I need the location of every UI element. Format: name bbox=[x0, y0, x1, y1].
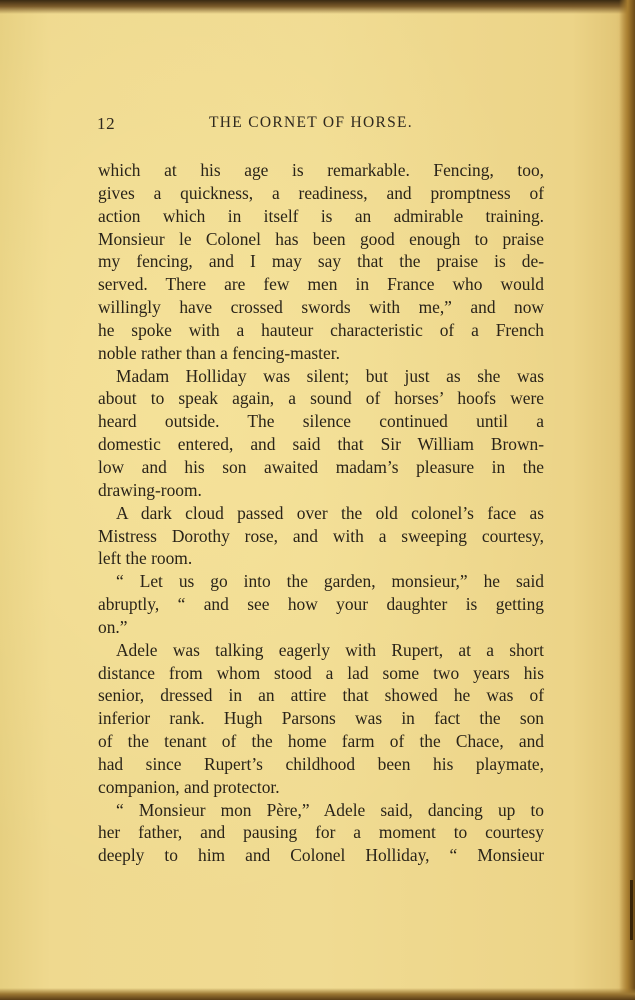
text-line: low and his son awaited madam’s pleasure in the bbox=[98, 456, 544, 477]
text-line: Madam Holliday was silent; but just as she was bbox=[116, 365, 544, 386]
text-line: abruptly, “ and see how your daughter is getting bbox=[98, 594, 544, 615]
text-line: about to speak again, a sound of horses’ hoofs were bbox=[98, 388, 544, 409]
text-line: domestic entered, and said that Sir William Brown- bbox=[98, 434, 544, 455]
text-line: “ Monsieur mon Père,” Adele said, dancing up to bbox=[116, 799, 544, 820]
text-line: Adele was talking eagerly with Rupert, at a short bbox=[116, 639, 544, 660]
running-title: THE CORNET OF HORSE. bbox=[209, 114, 413, 131]
text-line: left the room. bbox=[98, 548, 193, 569]
page-top-edge bbox=[0, 0, 635, 14]
text-line: Mistress Dorothy rose, and with a sweeping courtesy, bbox=[98, 525, 544, 546]
page-right-edge bbox=[619, 0, 635, 1000]
text-line: had since Rupert’s childhood been his playmate, bbox=[98, 753, 544, 774]
page-bottom-edge bbox=[0, 988, 635, 1000]
text-line: on.” bbox=[98, 616, 128, 637]
page-number: 12 bbox=[97, 114, 116, 133]
text-line: noble rather than a fencing-master. bbox=[98, 342, 340, 363]
text-line: of the tenant of the home farm of the Chace, and bbox=[98, 731, 544, 752]
text-line: action which in itself is an admirable training. bbox=[98, 205, 544, 226]
text-line: he spoke with a hauteur characteristic of a French bbox=[98, 319, 544, 340]
text-line: heard outside. The silence continued until a bbox=[98, 411, 544, 432]
text-line: senior, dressed in an attire that showed he was of bbox=[98, 685, 544, 706]
text-line: drawing-room. bbox=[98, 479, 202, 500]
text-line: served. There are few men in France who would bbox=[98, 274, 544, 295]
body-text bbox=[98, 159, 544, 867]
text-line: deeply to him and Colonel Holliday, “ Monsieur bbox=[98, 845, 544, 866]
text-line: inferior rank. Hugh Parsons was in fact the son bbox=[98, 708, 544, 729]
text-line: “ Let us go into the garden, monsieur,” he said bbox=[116, 571, 544, 592]
text-line: which at his age is remarkable. Fencing, too, bbox=[98, 160, 544, 180]
text-line: distance from whom stood a lad some two years his bbox=[98, 662, 544, 683]
text-line: my fencing, and I may say that the praise is de- bbox=[98, 251, 544, 272]
text-line: Monsieur le Colonel has been good enough to praise bbox=[98, 228, 544, 249]
running-head bbox=[97, 114, 545, 138]
text-line: gives a quickness, a readiness, and promptness of bbox=[98, 182, 544, 203]
text-line: her father, and pausing for a moment to courtesy bbox=[98, 822, 544, 843]
text-line: A dark cloud passed over the old colonel’s face as bbox=[116, 502, 544, 523]
text-line: companion, and protector. bbox=[98, 776, 280, 797]
text-line: willingly have crossed swords with me,” and now bbox=[98, 297, 544, 318]
